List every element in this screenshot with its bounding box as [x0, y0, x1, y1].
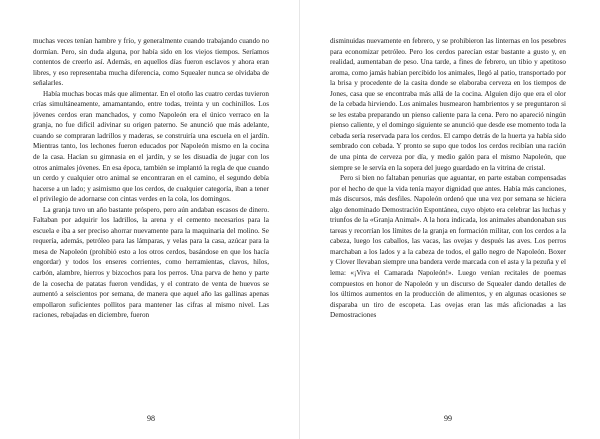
left-page-number: 98	[147, 414, 155, 423]
right-page-number: 99	[444, 414, 452, 423]
left-page-text	[33, 36, 269, 392]
page-gutter	[299, 0, 300, 439]
right-page-text	[330, 36, 566, 392]
left-paragraph-3: La granja tuvo un año bastante próspero, pero aún andaban escasos de dinero. Faltaban por adquirir los ladrillos, la arena y el cemento necesarios para la escuela e iba a ser preciso ahorrar nuevamente para la maquinaria del molino. Se requería, además, petróleo para las lámparas, y velas para la casa, azúcar para la mesa de Napoleón (prohibió esto a los otros cerdos, basándose en que los hacía engordar) y todos los enseres corrientes, como herramientas, clavos, hilos, carbón, alambre, hierros y bizcochos para los perros. Una parva de heno y parte de la cosecha de patatas fueron vendidas, y el contrato de venta de huevos se aumentó a seiscientos por semana, de manera que aquel año las gallinas apenas empollaron suficientes pollitos para mantener las cifras al mismo nivel. Las raciones, rebajadas en diciembre, fueron	[33, 205, 269, 320]
right-paragraph-2: Pero si bien no faltaban penurias que aguantar, en parte estaban compensadas por el hecho de que la vida tenía mayor dignidad que antes. Había más canciones, más discursos, más desfiles. Napoleón ordenó que una vez por semana se hiciera algo denominado Demostración Espontánea, cuyo objeto era celebrar las luchas y triunfos de la «Granja Animal». A la hora indicada, los animales abandonaban sus tareas y recorrían los límites de la granja en formación militar, con los cerdos a la cabeza, luego los caballos, las vacas, las ovejas y después las aves. Los perros marchaban a los lados y a la cabeza de todos, el gallo negro de Napoleón. Boxer y Clover llevaban siempre una bandera verde marcada con el asta y la pezuña y el lema: «¡Viva el Camarada Napoleón!». Luego venían recitales de poemas compuestos en honor de Napoleón y un discurso de Squealer dando detalles de los últimos aumentos en la producción de alimentos, y en algunas ocasiones se disparaba un tiro de escopeta. Las ovejas eran las más aficionadas a las Demostraciones	[330, 174, 566, 320]
left-paragraph-2: Había muchas bocas más que alimentar. En el otoño las cuatro cerdas tuvieron crías simultáneamente, amamantando, entre todas, treinta y un cochinillos. Los jóvenes cerdos eran manchados, y como Napoleón era el único verraco en la granja, no fue difícil adivinar su origen paterno. Se anunció que más adelante, cuando se compraran ladrillos y maderas, se construiría una escuela en el jardín. Mientras tanto, los lechones fueron educados por Napoleón mismo en la cocina de la casa. Hacían su gimnasia en el jardín, y se les disuadía de jugar con los otros animales jóvenes. En esa época, también se implantó la regla de que cuando un cerdo y cualquier otro animal se encontraran en el camino, el segundo debía hacerse a un lado; y asimismo que los cerdos, de cualquier categoría, iban a tener el privilegio de adornarse con cintas verdes en la cola, los domingos.	[33, 89, 269, 204]
left-paragraph-1: muchas veces tenían hambre y frío, y generalmente cuando trabajando cuando no dormían. Pero, sin duda alguna, por había sido en los viejos tiempos. Seríamos contentos de creerlo así. Además, en aquellos días fueron esclavos y ahora eran libres, y eso representaba mucha diferencia, como Squealer nunca se olvidaba de señalarles.	[33, 37, 269, 88]
right-paragraph-1: disminuidas nuevamente en febrero, y se prohibieron las linternas en los pesebres para economizar petróleo. Pero los cerdos parecían estar bastante a gusto y, en realidad, aumentaban de peso. Una tarde, a fines de febrero, un tibio y apetitoso aroma, como jamás habían percibido los animales, llegó al patio, transportado por la brisa y procedente de la casita donde se elaboraba cerveza en los tiempos de Jones, casa que se encontraba más allá de la cocina. Alguien dijo que era el olor de la cebada hirviendo. Los animales husmearon hambrientos y se preguntaron si se les estaba preparando un pienso caliente para la cena. Pero no apareció ningún pienso caliente, y el domingo siguiente se anunció que desde ese momento toda la cebada sería reservada para los cerdos. El campo detrás de la huerta ya había sido sembrado con cebada. Y pronto se supo que todos los cerdos recibían una ración de una pinta de cerveza por día, y medio galón para el mismo Napoleón, que siempre se le servía en la sopera del juego guardado en la vitrina de cristal.	[330, 37, 566, 172]
